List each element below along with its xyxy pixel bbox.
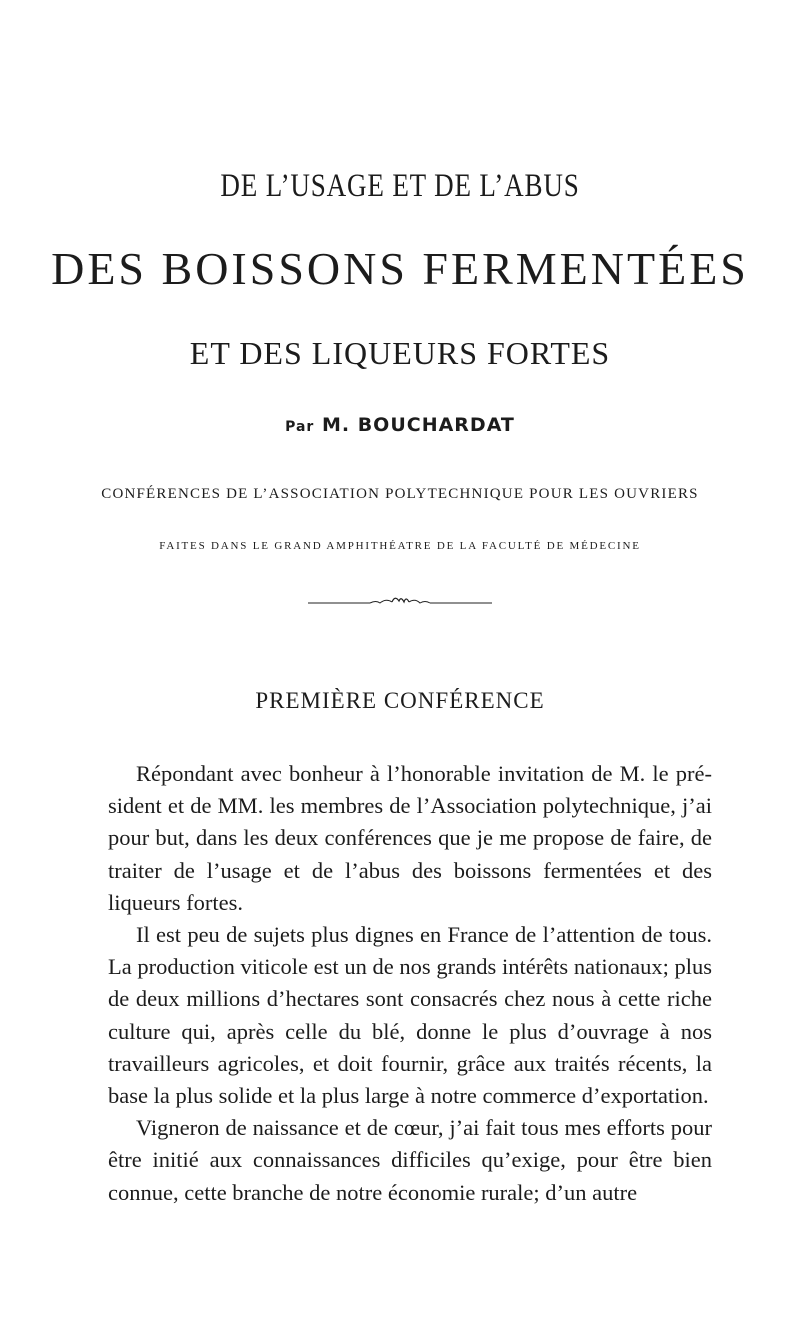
ornament-divider-icon [300,592,500,612]
author-line [0,414,800,436]
title-line-3: ET DES LIQUEURS FORTES [189,335,611,371]
paragraph: Il est peu de sujets plus dignes en France de l’attention de tous. La production viticole est un de nos grands intérêts nationaux; plus de deux millions d’hectares sont consacrés chez nous à cette riche culture qui, après celle du blé, donne le plus d’ouvrage à nos travailleurs agricoles, et doit fournir, grâce aux traités récents, la base la plus solide et la plus large à notre commerce d’exportation. [108,922,712,1109]
author-prefix: Par [285,419,315,435]
paragraph: Vigneron de naissance et de cœur, j’ai fait tous mes efforts pour être initié aux connaissances difficiles qu’exige, pour être bien connue, cette branche de notre économie rurale; d’un autre [108,1115,712,1205]
body-text [108,758,712,1209]
paragraph: Répondant avec bonheur à l’honorable invitation de M. le président et de MM. les membres de l’Association polytechnique, j’ai pour but, dans les deux conférences que je me propose de faire, de traiter de l’usage et de l’abus des boissons fermentées et des liqueurs fortes. [108,761,712,915]
title-line-1: DE L’USAGE ET DE L’ABUS [220,168,580,204]
author-name: M. BOUCHARDAT [321,414,515,436]
title-line-2: DES BOISSONS FERMENTÉES [51,243,749,294]
subtitle-line-2: FAITES DANS LE GRAND AMPHITHÉATRE DE LA FACULTÉ DE MÉDECINE [159,540,641,552]
subtitle-line-1: CONFÉRENCES DE L’ASSOCIATION POLYTECHNIQUE POUR LES OUVRIERS [101,486,699,502]
section-heading: PREMIÈRE CONFÉRENCE [255,688,545,713]
